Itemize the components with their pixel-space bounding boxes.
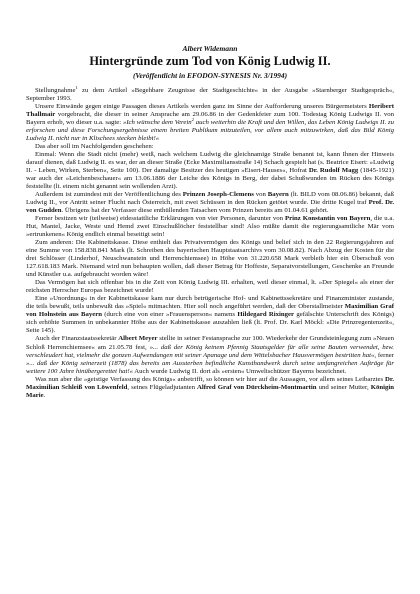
paragraph-11 <box>26 376 394 400</box>
text-run: und seiner Mutter, <box>316 383 371 391</box>
article-body <box>26 84 395 400</box>
quote: »... daß der König keinem Pfennig Staatsgelder für alle seine Bauten verwendet, bzw. verschleudert hat, vielmehr die gonzen Aufwendungen mit seiner Apanage und dem Wittelsbacher Hausvermögen bestritten hat«, <box>26 343 394 359</box>
text-run: Außerdem ist zumindest mit der Veröffentlichung des <box>35 191 183 199</box>
person-name: Dr. Rudolf Magg <box>308 167 359 175</box>
person-name: Maximilian Graf von Holnstein aus Bayern <box>26 303 395 319</box>
text-run: Auch wurde Ludwig II. dort als »ersten« Umweltschützer Bayerns bezeichnet. <box>132 367 347 375</box>
quote: auch weiterhin die Kraft und den Willen, das Leben König Ludwigs II. zu erforschen und diese Forschungsergebnisse einem breiten Publikum mitzuteilen, vor allem auch mitzuwirken, daß das Bild König Ludwig II. nicht nur in Klischees stecken bleibt!« <box>26 119 394 143</box>
text-run: stellte in seiner Festansprache zur 100. Wiederkehr der Grundsteinlegung zum »Neuen Schloß Herrenchiemsee« am 21.05.78 fest, <box>26 335 394 351</box>
text-run: . Übrigens hat der Verfasser diese enthüllenden Tatsachen vom Prinzen bereits am 01.04.61 gehört. <box>61 207 329 215</box>
text-run: zu dem Artikel »Begehbare Zeugnisse der Stadtgeschichte« in der Ausgabe »Starnberger Stadtgespräch«, September 1993. <box>26 87 394 103</box>
text-run: , die u.a. Hut, Mantel, Jacke, Weste und Hemd zwei Einschußlöcher feststellbar sind! Also müßte damit die regierungsamtliche Mär vom »ertrunkenen« König endlich einmal beseitigt sein! <box>26 215 395 239</box>
quote: »Ich wünsche dem Verein <box>122 119 192 127</box>
publication-note: (Veröffentlicht in EFODON-SYNESIS Nr. 3/1994) <box>132 71 288 80</box>
paragraph-6 <box>26 215 394 239</box>
article-title: Hintergründe zum Tod von König Ludwig II. <box>89 54 331 68</box>
text-run: ferner <box>376 351 394 359</box>
person-name: Prinzen Joseph-Clemens <box>182 191 254 199</box>
paragraph-8: Das Vermögen hat sich offenbar bis in die Zeit von König Ludwig III. erhalten, weil dieser einmal, lt. »Der Spiegel« als einer der reichsten Herrscher Europas bezeichnet wurde! <box>26 279 394 295</box>
text-run: (lt. BILD vom 08.06.86) bekannt, daß Ludwig II., vor Antritt seiner Flucht nach Österreich, mit zwei Schüssen in den Rücken getötet wurde. Die dritte Kugel traf <box>26 191 395 207</box>
text-run: Ferner besitzen wir (teilweise) eidesstattliche Erklärungen von vier Personen, darunter von <box>35 215 286 223</box>
text-run: vorgebracht, die dieser in seiner Ansprache am 29.06.86 in der Gedenkfeier zum 100. Todestag König Ludwigs II. von Bayern erhob, wo dieser u.a. sagte: <box>26 111 394 127</box>
person-name: Hildegard Rixinger <box>237 311 295 319</box>
paragraph-7: Zum anderen: Die Kabinettskasse. Diese enthielt das Privatvermögen des Königs und belief sich in den 22 Regierungsjahren auf eine Summe von 158.838.841 Mark (lt. Schreiben des bayerischen Hauptstaatsarchivs vom 30.08.82). Nach Abzug der Kosten für die drei Schlösser (Linderhof, Neuschwanstein und Herrenchiemsee) in Höhe von 31.220.658 Mark verbleib hier ein Überschuß von 127.618.183 Mark. Niemand wird nun behaupten wollen, daß dieser Betrag für Hoffeste, Separatvorstellungen, Geschenke an Freunde und Künstler u.a. aufgebraucht worden wäre! <box>26 239 394 279</box>
paragraph-1 <box>26 84 394 103</box>
text-run: Stellungnahme <box>35 87 76 94</box>
quote: »... daß der König seinerzeit (1878) das bereits am Aussterben befindliche Kunsthandwerk durch seine umfangreichen Aufträge für weitere 100 Jahre hinübergerettet hat!« <box>26 359 394 375</box>
paragraph-3: Das aber soll im Nachfolgenden geschehen: <box>35 143 154 151</box>
footnote-ref: 2 <box>191 116 194 122</box>
text-run: Einmal: Wenn die Stadt nicht (mehr) weiß, nach welchem Ludwig die gleichnamige Straße benannt ist, kann Ihnen der Hinweis darauf dienen, daß Ludwig II. es war, der an dieser Straße (Ecke Maximiliansstraße 14) Schach gespielt hat (s. Beatrice Eisert: »Ludwig II. - Leben, Wirken, Sterben«, Seite 100). Der damalige Besitzer des heutigen »Eisert-Hauses«, Hofrat <box>26 151 394 175</box>
person-name: Prinz Konstantin von Bayern <box>285 215 371 223</box>
text-run: Auch der Finanzstaatssekretär <box>35 335 119 343</box>
footnote-ref: 1 <box>75 84 78 90</box>
text-run: . <box>43 391 46 399</box>
person-name: Dr. Maximilian Schleiß von Löwenfeld <box>26 375 394 391</box>
person-name: Prof. Dr. von Gudden <box>26 199 395 215</box>
text-run: , seines Flügeladjutanten <box>127 383 198 391</box>
text-run: (1845-1921) war auch der »Leichenbeschauer« am 13.06.1886 der Leiche des Königs in Berg, der dabei Schußwunden im Rücken des Königs feststellte (lt. einem nicht genannt sein wollenden Arzt). <box>26 167 395 191</box>
text-run: Unsere Einwände gegen einige Passagen dieses Artikels werden ganz im Sinne der Aufforderung unseres Bürgermeisters <box>35 103 369 111</box>
author-line: Albert Widemann <box>182 44 238 53</box>
paragraph-9 <box>26 295 394 335</box>
paragraph-4 <box>26 151 394 191</box>
person-name: Albert Meyer <box>118 335 158 343</box>
paragraph-2 <box>26 103 394 143</box>
text-run: Eine »Unordnung« in der Kabinettskasse kam nur durch betrügerische Hof- und Kabinettssekretäre und Finanzminister zustande, die teils bewußt, teils unbewußt das »Spiel« mitmachten. Hier soll noch angeführt werden, daß der Oberstallmeister <box>26 295 394 311</box>
person-name: Bayern <box>267 191 289 199</box>
person-name: Alfred Graf von Dürckheim-Montmartin <box>197 383 317 391</box>
text-run: von <box>253 191 268 199</box>
text-run: gefälschte Unterschrift des Königs) sich erhöhte Summen in unbekannter Höhe aus der Kabinettskasse auszahlen ließ (lt. Prof. Dr. Karl Möckl: »Die Prinzregentenzeit«, Seite 145). <box>26 311 394 335</box>
person-name: Heribert Thallmair <box>26 103 394 119</box>
text-run: Was nun aber die »geistige Verfassung des Königs« anbetrifft, so können wir hier auf die Aussagen, vor allem seines Leibarztes <box>35 375 386 383</box>
person-name: Königin Marie <box>26 383 394 399</box>
text-run: (durch eine von einer »Frauensperson« namens <box>101 311 238 319</box>
paragraph-10 <box>26 335 394 375</box>
paragraph-5 <box>26 191 394 215</box>
